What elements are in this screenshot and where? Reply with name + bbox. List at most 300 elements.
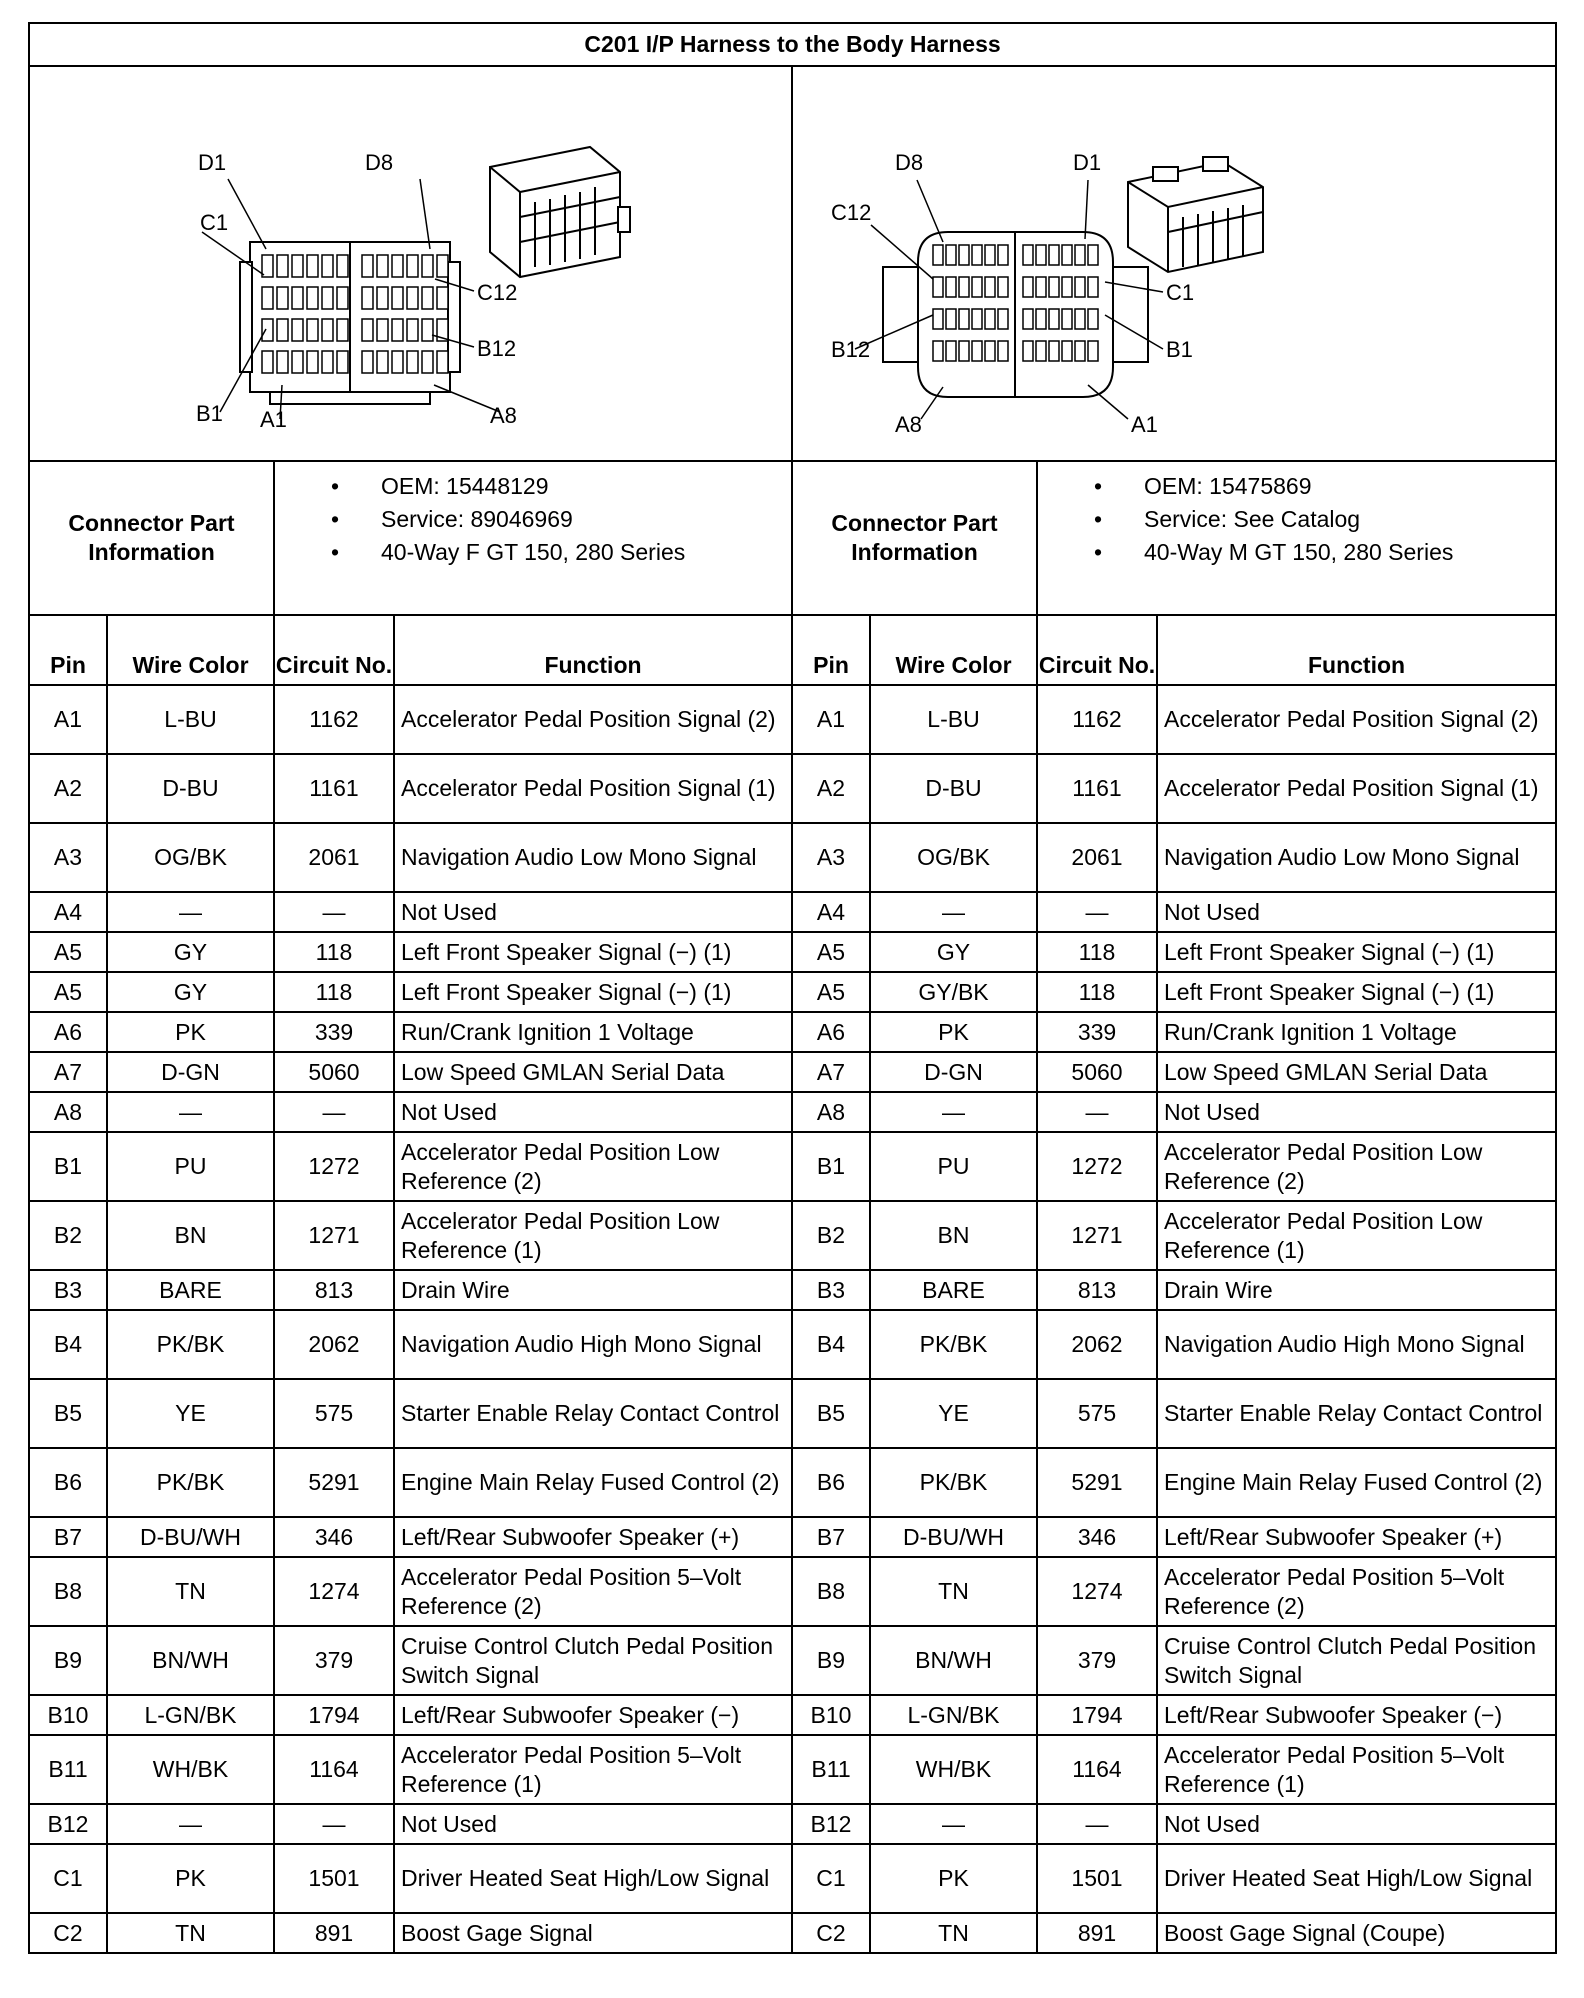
connector-cavity <box>1049 309 1059 329</box>
label-a8: A8 <box>490 403 517 428</box>
right-pin-cell: A6 <box>792 1012 870 1052</box>
connector-cavity <box>985 277 995 297</box>
right-function-cell: Accelerator Pedal Position 5–Volt Reference (2) <box>1157 1557 1556 1626</box>
right-pin-cell: C1 <box>792 1844 870 1913</box>
right-pin-cell: B10 <box>792 1695 870 1735</box>
left-wire-color-cell: L-GN/BK <box>107 1695 274 1735</box>
left-pin-cell: C2 <box>29 1913 107 1953</box>
right-pin-cell: A4 <box>792 892 870 932</box>
connector-cavity <box>262 319 273 341</box>
connector-cavity <box>437 351 448 373</box>
connector-cavity <box>1062 277 1072 297</box>
right-function-cell: Accelerator Pedal Position Low Reference (1) <box>1157 1201 1556 1270</box>
connector-cavity <box>262 287 273 309</box>
left-pin-cell: A6 <box>29 1012 107 1052</box>
right-wire-color-cell: BARE <box>870 1270 1037 1310</box>
connector-cavity <box>1062 309 1072 329</box>
right-wire-color-cell: PK/BK <box>870 1448 1037 1517</box>
left-wire-color-cell: GY <box>107 972 274 1012</box>
left-wire-color-cell: GY <box>107 932 274 972</box>
connector-cavity <box>1049 341 1059 361</box>
connector-cavity <box>337 351 348 373</box>
left-pin-cell: A3 <box>29 823 107 892</box>
table-row <box>29 972 1556 1012</box>
connector-cavity <box>998 309 1008 329</box>
left-type: • 40-Way F GT 150, 280 Series <box>275 536 791 569</box>
right-wire-color-cell: GY <box>870 932 1037 972</box>
label-a1: A1 <box>1131 412 1158 437</box>
left-wire-color-cell: PK <box>107 1012 274 1052</box>
connector-cavity <box>972 277 982 297</box>
right-part-info <box>1037 461 1556 615</box>
left-function-cell: Accelerator Pedal Position Signal (1) <box>394 754 792 823</box>
connector-cavity <box>392 255 403 277</box>
table-row <box>29 1626 1556 1695</box>
connector-cavity <box>1088 309 1098 329</box>
connector-cavity <box>377 351 388 373</box>
right-wire-color-cell: BN <box>870 1201 1037 1270</box>
connector-cavity <box>972 245 982 265</box>
right-function-cell: Left Front Speaker Signal (−) (1) <box>1157 972 1556 1012</box>
left-pin-cell: B5 <box>29 1379 107 1448</box>
connector-cavity <box>407 319 418 341</box>
left-function-cell: Boost Gage Signal <box>394 1913 792 1953</box>
connector-cavity <box>946 277 956 297</box>
connector-cavity <box>322 255 333 277</box>
label-d8: D8 <box>895 150 924 175</box>
connector-cavity <box>307 287 318 309</box>
connector-cavity <box>422 319 433 341</box>
table-row <box>29 932 1556 972</box>
connector-cavity <box>933 277 943 297</box>
right-circuit-cell: 379 <box>1037 1626 1157 1695</box>
left-function-cell: Starter Enable Relay Contact Control <box>394 1379 792 1448</box>
left-circuit-cell: — <box>274 1804 394 1844</box>
connector-cavity <box>322 319 333 341</box>
left-circuit-cell: 1272 <box>274 1132 394 1201</box>
connector-cavity <box>362 255 373 277</box>
connector-cavity <box>377 319 388 341</box>
left-pin-cell: B10 <box>29 1695 107 1735</box>
left-pin-cell: B4 <box>29 1310 107 1379</box>
right-circuit-cell: 5291 <box>1037 1448 1157 1517</box>
right-pin-cell: A3 <box>792 823 870 892</box>
left-function-cell: Accelerator Pedal Position Low Reference (2) <box>394 1132 792 1201</box>
table-row <box>29 1379 1556 1448</box>
right-wire-color-cell: L-GN/BK <box>870 1695 1037 1735</box>
connector-cavity <box>377 287 388 309</box>
left-pin-cell: B2 <box>29 1201 107 1270</box>
left-function-cell: Accelerator Pedal Position 5–Volt Reference (1) <box>394 1735 792 1804</box>
right-circuit-cell: 1794 <box>1037 1695 1157 1735</box>
connector-cavity <box>437 287 448 309</box>
right-wire-color-cell: — <box>870 1092 1037 1132</box>
table-row <box>29 685 1556 754</box>
label-b1: B1 <box>196 401 223 426</box>
left-wire-color-cell: — <box>107 1092 274 1132</box>
header-circuit: Circuit No. <box>1037 615 1157 685</box>
right-function-cell: Driver Heated Seat High/Low Signal <box>1157 1844 1556 1913</box>
left-function-cell: Not Used <box>394 1804 792 1844</box>
right-function-cell: Cruise Control Clutch Pedal Position Switch Signal <box>1157 1626 1556 1695</box>
connector-cavity <box>972 341 982 361</box>
left-wire-color-cell: OG/BK <box>107 823 274 892</box>
right-wire-color-cell: PK <box>870 1844 1037 1913</box>
header-function: Function <box>1157 615 1556 685</box>
connector-cavity <box>277 351 288 373</box>
female-connector-diagram <box>29 66 792 461</box>
right-function-cell: Navigation Audio Low Mono Signal <box>1157 823 1556 892</box>
connector-cavity <box>292 287 303 309</box>
left-circuit-cell: — <box>274 1092 394 1132</box>
left-wire-color-cell: PK/BK <box>107 1448 274 1517</box>
right-circuit-cell: 346 <box>1037 1517 1157 1557</box>
right-circuit-cell: 1271 <box>1037 1201 1157 1270</box>
connector-cavity <box>307 351 318 373</box>
connector-cavity <box>946 245 956 265</box>
table-row <box>29 892 1556 932</box>
connector-cavity <box>959 309 969 329</box>
connector-cavity <box>1049 277 1059 297</box>
left-pin-cell: B9 <box>29 1626 107 1695</box>
left-wire-color-cell: PK/BK <box>107 1310 274 1379</box>
right-wire-color-cell: D-BU/WH <box>870 1517 1037 1557</box>
right-function-cell: Left Front Speaker Signal (−) (1) <box>1157 932 1556 972</box>
connector-cavity <box>337 287 348 309</box>
header-wire-color: Wire Color <box>107 615 274 685</box>
right-circuit-cell: 1162 <box>1037 685 1157 754</box>
right-function-cell: Accelerator Pedal Position Low Reference (2) <box>1157 1132 1556 1201</box>
label-a1: A1 <box>260 407 287 432</box>
connector-cavity <box>933 309 943 329</box>
label-b12: B12 <box>477 336 517 361</box>
right-wire-color-cell: BN/WH <box>870 1626 1037 1695</box>
left-pin-cell: B7 <box>29 1517 107 1557</box>
table-row <box>29 1557 1556 1626</box>
right-pin-cell: B8 <box>792 1557 870 1626</box>
right-type: • 40-Way M GT 150, 280 Series <box>1038 536 1555 569</box>
right-pin-cell: B4 <box>792 1310 870 1379</box>
left-wire-color-cell: D-GN <box>107 1052 274 1092</box>
label-c1: C1 <box>1166 280 1195 305</box>
left-wire-color-cell: BARE <box>107 1270 274 1310</box>
table-row <box>29 1270 1556 1310</box>
connector-cavity <box>407 287 418 309</box>
connector-cavity <box>1088 341 1098 361</box>
table-row <box>29 1012 1556 1052</box>
right-function-cell: Accelerator Pedal Position 5–Volt Reference (1) <box>1157 1735 1556 1804</box>
connector-cavity <box>1088 245 1098 265</box>
table-row <box>29 1735 1556 1804</box>
left-function-cell: Not Used <box>394 892 792 932</box>
table-row <box>29 1310 1556 1379</box>
right-function-cell: Navigation Audio High Mono Signal <box>1157 1310 1556 1379</box>
connector-isometric-sketch <box>1128 157 1263 272</box>
connector-cavity <box>362 351 373 373</box>
left-circuit-cell: 5060 <box>274 1052 394 1092</box>
left-circuit-cell: 2062 <box>274 1310 394 1379</box>
label-d1: D1 <box>198 150 227 175</box>
left-wire-color-cell: — <box>107 1804 274 1844</box>
connector-cavity <box>322 351 333 373</box>
left-wire-color-cell: PU <box>107 1132 274 1201</box>
label-d1: D1 <box>1073 150 1102 175</box>
connector-cavity <box>1023 277 1033 297</box>
connector-cavity <box>1075 341 1085 361</box>
left-function-cell: Accelerator Pedal Position Signal (2) <box>394 685 792 754</box>
left-wire-color-cell: D-BU/WH <box>107 1517 274 1557</box>
right-pin-cell: B5 <box>792 1379 870 1448</box>
left-function-cell: Navigation Audio Low Mono Signal <box>394 823 792 892</box>
right-wire-color-cell: TN <box>870 1557 1037 1626</box>
label-c1: C1 <box>200 210 229 235</box>
right-wire-color-cell: YE <box>870 1379 1037 1448</box>
connector-part-information-label: Connector Part Information <box>29 461 274 615</box>
connector-cavity <box>1049 245 1059 265</box>
left-pin-cell: A1 <box>29 685 107 754</box>
header-pin: Pin <box>29 615 107 685</box>
right-pin-cell: A5 <box>792 972 870 1012</box>
connector-cavity <box>292 255 303 277</box>
right-circuit-cell: 118 <box>1037 972 1157 1012</box>
table-row <box>29 1913 1556 1953</box>
connector-cavity <box>1036 341 1046 361</box>
right-circuit-cell: — <box>1037 1804 1157 1844</box>
left-circuit-cell: 346 <box>274 1517 394 1557</box>
left-pin-cell: B12 <box>29 1804 107 1844</box>
left-circuit-cell: 1794 <box>274 1695 394 1735</box>
left-circuit-cell: 1274 <box>274 1557 394 1626</box>
right-circuit-cell: 339 <box>1037 1012 1157 1052</box>
connector-cavity <box>1036 277 1046 297</box>
left-pin-cell: B6 <box>29 1448 107 1517</box>
left-circuit-cell: 1164 <box>274 1735 394 1804</box>
table-row <box>29 1132 1556 1201</box>
header-wire-color: Wire Color <box>870 615 1037 685</box>
right-oem: • OEM: 15475869 <box>1038 470 1555 503</box>
right-function-cell: Low Speed GMLAN Serial Data <box>1157 1052 1556 1092</box>
right-wire-color-cell: TN <box>870 1913 1037 1953</box>
left-circuit-cell: 891 <box>274 1913 394 1953</box>
label-d8: D8 <box>365 150 394 175</box>
left-wire-color-cell: TN <box>107 1913 274 1953</box>
table-row <box>29 1052 1556 1092</box>
connector-cavity <box>407 351 418 373</box>
right-function-cell: Not Used <box>1157 1092 1556 1132</box>
right-function-cell: Left/Rear Subwoofer Speaker (+) <box>1157 1517 1556 1557</box>
right-function-cell: Not Used <box>1157 892 1556 932</box>
left-pin-cell: A8 <box>29 1092 107 1132</box>
table-row <box>29 1201 1556 1270</box>
left-oem: • OEM: 15448129 <box>275 470 791 503</box>
connector-isometric-sketch <box>490 147 630 277</box>
left-wire-color-cell: L-BU <box>107 685 274 754</box>
left-function-cell: Driver Heated Seat High/Low Signal <box>394 1844 792 1913</box>
left-circuit-cell: 575 <box>274 1379 394 1448</box>
right-wire-color-cell: L-BU <box>870 685 1037 754</box>
left-function-cell: Left Front Speaker Signal (−) (1) <box>394 932 792 972</box>
left-pin-cell: A5 <box>29 972 107 1012</box>
right-circuit-cell: 813 <box>1037 1270 1157 1310</box>
male-connector-face-view <box>793 67 1552 460</box>
connector-cavity <box>277 255 288 277</box>
left-pin-cell: A7 <box>29 1052 107 1092</box>
label-c12: C12 <box>831 200 872 225</box>
right-pin-cell: B7 <box>792 1517 870 1557</box>
left-circuit-cell: 1271 <box>274 1201 394 1270</box>
connector-cavity <box>362 319 373 341</box>
connector-cavity <box>1062 245 1072 265</box>
right-pin-cell: B1 <box>792 1132 870 1201</box>
right-function-cell: Accelerator Pedal Position Signal (2) <box>1157 685 1556 754</box>
male-connector-diagram <box>792 66 1556 461</box>
right-circuit-cell: 1274 <box>1037 1557 1157 1626</box>
left-service: • Service: 89046969 <box>275 503 791 536</box>
connector-cavity <box>1075 309 1085 329</box>
right-function-cell: Starter Enable Relay Contact Control <box>1157 1379 1556 1448</box>
right-pin-cell: A1 <box>792 685 870 754</box>
right-function-cell: Boost Gage Signal (Coupe) <box>1157 1913 1556 1953</box>
right-function-cell: Drain Wire <box>1157 1270 1556 1310</box>
right-pin-cell: B6 <box>792 1448 870 1517</box>
left-pin-cell: A4 <box>29 892 107 932</box>
right-function-cell: Not Used <box>1157 1804 1556 1844</box>
connector-cavity <box>437 255 448 277</box>
left-circuit-cell: 379 <box>274 1626 394 1695</box>
left-wire-color-cell: PK <box>107 1844 274 1913</box>
left-pin-cell: A2 <box>29 754 107 823</box>
connector-cavity <box>1062 341 1072 361</box>
left-function-cell: Engine Main Relay Fused Control (2) <box>394 1448 792 1517</box>
label-b1: B1 <box>1166 337 1193 362</box>
right-wire-color-cell: — <box>870 892 1037 932</box>
right-function-cell: Run/Crank Ignition 1 Voltage <box>1157 1012 1556 1052</box>
connector-cavity <box>422 351 433 373</box>
left-circuit-cell: 118 <box>274 932 394 972</box>
connector-cavity <box>1023 341 1033 361</box>
right-service: • Service: See Catalog <box>1038 503 1555 536</box>
connector-cavity <box>392 351 403 373</box>
right-pin-cell: C2 <box>792 1913 870 1953</box>
left-function-cell: Drain Wire <box>394 1270 792 1310</box>
left-circuit-cell: 339 <box>274 1012 394 1052</box>
table-row <box>29 1092 1556 1132</box>
table-row <box>29 1804 1556 1844</box>
connector-cavity <box>407 255 418 277</box>
right-function-cell: Left/Rear Subwoofer Speaker (−) <box>1157 1695 1556 1735</box>
connector-cavity <box>307 319 318 341</box>
right-circuit-cell: — <box>1037 892 1157 932</box>
connector-cavity <box>1075 245 1085 265</box>
right-wire-color-cell: GY/BK <box>870 972 1037 1012</box>
right-pin-cell: B11 <box>792 1735 870 1804</box>
left-function-cell: Left/Rear Subwoofer Speaker (+) <box>394 1517 792 1557</box>
connector-cavity <box>998 341 1008 361</box>
right-pin-cell: A7 <box>792 1052 870 1092</box>
pinout-rows <box>29 685 1556 1953</box>
connector-cavity <box>959 277 969 297</box>
right-pin-cell: B9 <box>792 1626 870 1695</box>
left-circuit-cell: 813 <box>274 1270 394 1310</box>
right-pin-cell: B12 <box>792 1804 870 1844</box>
left-circuit-cell: 5291 <box>274 1448 394 1517</box>
table-row <box>29 754 1556 823</box>
connector-document <box>28 22 1555 1954</box>
right-circuit-cell: 5060 <box>1037 1052 1157 1092</box>
table-row <box>29 1448 1556 1517</box>
connector-cavity <box>1075 277 1085 297</box>
connector-part-information-label: Connector Part Information <box>792 461 1037 615</box>
connector-cavity <box>998 277 1008 297</box>
connector-cavity <box>277 319 288 341</box>
right-circuit-cell: 2061 <box>1037 823 1157 892</box>
connector-cavity <box>292 319 303 341</box>
right-circuit-cell: 1161 <box>1037 754 1157 823</box>
connector-cavity <box>337 255 348 277</box>
left-function-cell: Not Used <box>394 1092 792 1132</box>
connector-cavity <box>392 287 403 309</box>
connector-cavity <box>985 245 995 265</box>
connector-cavity <box>933 245 943 265</box>
connector-cavity <box>959 245 969 265</box>
left-circuit-cell: 1501 <box>274 1844 394 1913</box>
connector-cavity <box>277 287 288 309</box>
left-pin-cell: B3 <box>29 1270 107 1310</box>
connector-cavity <box>946 309 956 329</box>
header-function: Function <box>394 615 792 685</box>
right-pin-cell: B2 <box>792 1201 870 1270</box>
left-wire-color-cell: TN <box>107 1557 274 1626</box>
right-function-cell: Engine Main Relay Fused Control (2) <box>1157 1448 1556 1517</box>
connector-cavity <box>972 309 982 329</box>
right-wire-color-cell: D-GN <box>870 1052 1037 1092</box>
right-wire-color-cell: OG/BK <box>870 823 1037 892</box>
connector-cavity <box>322 287 333 309</box>
connector-cavity <box>946 341 956 361</box>
table-row <box>29 1695 1556 1735</box>
connector-cavity <box>1088 277 1098 297</box>
right-circuit-cell: 891 <box>1037 1913 1157 1953</box>
right-pin-cell: A5 <box>792 932 870 972</box>
right-pin-cell: A2 <box>792 754 870 823</box>
left-circuit-cell: — <box>274 892 394 932</box>
left-wire-color-cell: YE <box>107 1379 274 1448</box>
connector-cavity <box>422 255 433 277</box>
right-pin-cell: B3 <box>792 1270 870 1310</box>
left-circuit-cell: 1161 <box>274 754 394 823</box>
left-function-cell: Left Front Speaker Signal (−) (1) <box>394 972 792 1012</box>
left-part-info <box>274 461 792 615</box>
connector-cavity <box>985 341 995 361</box>
connector-cavity <box>262 351 273 373</box>
right-wire-color-cell: PK/BK <box>870 1310 1037 1379</box>
table-row <box>29 1844 1556 1913</box>
right-wire-color-cell: D-BU <box>870 754 1037 823</box>
connector-cavity <box>307 255 318 277</box>
left-pin-cell: B11 <box>29 1735 107 1804</box>
right-circuit-cell: 1272 <box>1037 1132 1157 1201</box>
header-circuit: Circuit No. <box>274 615 394 685</box>
left-function-cell: Left/Rear Subwoofer Speaker (−) <box>394 1695 792 1735</box>
left-pin-cell: B1 <box>29 1132 107 1201</box>
connector-cavity <box>337 319 348 341</box>
left-function-cell: Navigation Audio High Mono Signal <box>394 1310 792 1379</box>
label-b12: B12 <box>831 337 871 362</box>
left-pin-cell: A5 <box>29 932 107 972</box>
left-pin-cell: C1 <box>29 1844 107 1913</box>
header-pin: Pin <box>792 615 870 685</box>
connector-cavity <box>1023 245 1033 265</box>
